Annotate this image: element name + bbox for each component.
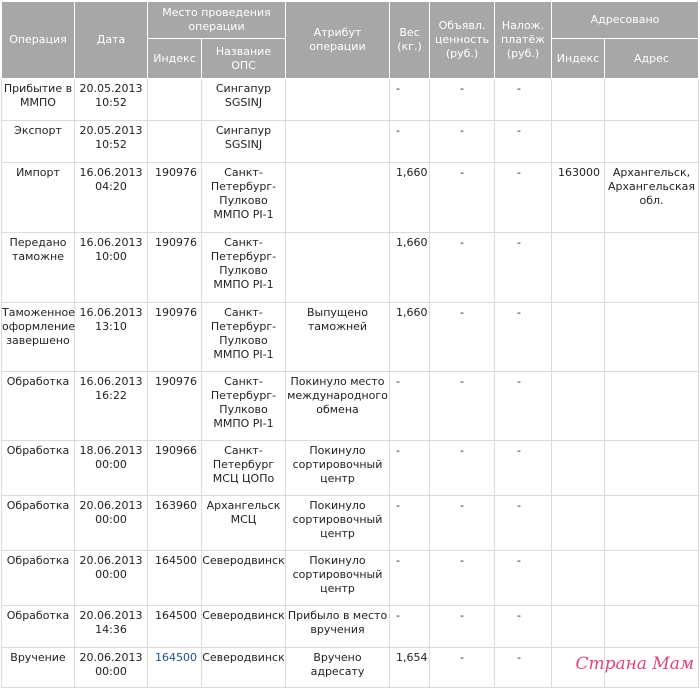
operation-cell: Импорт xyxy=(2,163,75,233)
operation-cell: Прибытие в ММПО xyxy=(2,79,75,121)
place-name-cell: Архангельск МСЦ xyxy=(202,496,286,551)
place-index-link[interactable]: 164500 xyxy=(155,651,197,664)
attribute-cell xyxy=(286,163,390,233)
cod-cell: - xyxy=(495,79,552,121)
place-index-cell: 190966 xyxy=(148,441,202,496)
date-cell: 20.05.2013 10:52 xyxy=(75,121,148,163)
place-name-cell: Санкт-Петербург-Пулково ММПО PI-1 xyxy=(202,163,286,233)
attribute-cell: Вручено адресату xyxy=(286,648,390,688)
date-cell: 20.05.2013 10:52 xyxy=(75,79,148,121)
weight-cell: 1,660 xyxy=(390,233,430,303)
col-header-weight: Вес (кг.) xyxy=(390,2,430,79)
cod-cell: - xyxy=(495,496,552,551)
attribute-cell: Покинуло сортировочный центр xyxy=(286,496,390,551)
place-index-cell xyxy=(148,79,202,121)
weight-cell: 1,654 xyxy=(390,648,430,688)
place-name-cell: Санкт-Петербург-Пулково ММПО PI-1 xyxy=(202,233,286,303)
col-header-declared-value: Объявл. ценность (руб.) xyxy=(430,2,495,79)
place-index-cell: 190976 xyxy=(148,303,202,372)
addr-index-cell xyxy=(552,648,605,688)
addr-index-cell: 163000 xyxy=(552,163,605,233)
addr-index-cell xyxy=(552,121,605,163)
operation-cell: Обработка xyxy=(2,551,75,606)
declared-value-cell: - xyxy=(430,163,495,233)
place-index-cell: 190976 xyxy=(148,372,202,441)
place-name-cell: Санкт-Петербург-Пулково ММПО PI-1 xyxy=(202,303,286,372)
address-cell xyxy=(605,648,699,688)
place-index-cell: 164500 xyxy=(148,551,202,606)
col-header-attribute: Атрибут операции xyxy=(286,2,390,79)
watermark-logo: Страна Мам xyxy=(575,654,694,674)
addr-index-cell xyxy=(552,233,605,303)
operation-cell: Обработка xyxy=(2,441,75,496)
table-row xyxy=(2,496,699,551)
weight-cell: - xyxy=(390,372,430,441)
cod-cell: - xyxy=(495,163,552,233)
table-row xyxy=(2,233,699,303)
operation-cell: Передано таможне xyxy=(2,233,75,303)
declared-value-cell: - xyxy=(430,79,495,121)
table-row xyxy=(2,441,699,496)
date-cell: 16.06.2013 04:20 xyxy=(75,163,148,233)
operation-cell: Обработка xyxy=(2,606,75,648)
place-index-cell: 190976 xyxy=(148,163,202,233)
date-cell: 20.06.2013 14:36 xyxy=(75,606,148,648)
attribute-cell xyxy=(286,79,390,121)
address-cell xyxy=(605,233,699,303)
declared-value-cell: - xyxy=(430,121,495,163)
declared-value-cell: - xyxy=(430,551,495,606)
addr-index-cell xyxy=(552,496,605,551)
place-index-cell: 164500 xyxy=(148,606,202,648)
place-name-cell: Северодвинск xyxy=(202,551,286,606)
date-cell: 16.06.2013 10:00 xyxy=(75,233,148,303)
date-cell: 20.06.2013 00:00 xyxy=(75,496,148,551)
addr-index-cell xyxy=(552,551,605,606)
addr-index-cell xyxy=(552,606,605,648)
addr-index-cell xyxy=(552,79,605,121)
cod-cell: - xyxy=(495,372,552,441)
address-cell xyxy=(605,79,699,121)
col-header-address: Адрес xyxy=(605,39,699,79)
address-cell xyxy=(605,121,699,163)
addr-index-cell xyxy=(552,441,605,496)
attribute-cell: Покинуло сортировочный центр xyxy=(286,441,390,496)
table-row xyxy=(2,303,699,372)
cod-cell: - xyxy=(495,441,552,496)
weight-cell: 1,660 xyxy=(390,163,430,233)
cod-cell: - xyxy=(495,648,552,688)
declared-value-cell: - xyxy=(430,648,495,688)
operation-cell: Обработка xyxy=(2,496,75,551)
tracking-table xyxy=(1,1,699,688)
place-name-cell: Сингапур SGSINJ xyxy=(202,79,286,121)
table-row xyxy=(2,163,699,233)
col-header-operation: Операция xyxy=(2,2,75,79)
place-index-cell xyxy=(148,121,202,163)
place-index-cell xyxy=(148,648,202,688)
address-cell xyxy=(605,606,699,648)
date-cell: 20.06.2013 00:00 xyxy=(75,551,148,606)
cod-cell: - xyxy=(495,303,552,372)
address-cell xyxy=(605,496,699,551)
attribute-cell: Выпущено таможней xyxy=(286,303,390,372)
declared-value-cell: - xyxy=(430,233,495,303)
weight-cell: - xyxy=(390,551,430,606)
col-header-addressed: Адресовано xyxy=(552,2,699,39)
declared-value-cell: - xyxy=(430,496,495,551)
col-header-place-name: Название ОПС xyxy=(202,39,286,79)
col-header-place-index: Индекс xyxy=(148,39,202,79)
cod-cell: - xyxy=(495,233,552,303)
place-index-cell: 190976 xyxy=(148,233,202,303)
table-row xyxy=(2,606,699,648)
operation-cell: Экспорт xyxy=(2,121,75,163)
cod-cell: - xyxy=(495,551,552,606)
date-cell: 20.06.2013 00:00 xyxy=(75,648,148,688)
place-name-cell: Санкт-Петербург МСЦ ЦОПо xyxy=(202,441,286,496)
weight-cell: - xyxy=(390,441,430,496)
address-cell xyxy=(605,551,699,606)
declared-value-cell: - xyxy=(430,303,495,372)
table-row xyxy=(2,121,699,163)
declared-value-cell: - xyxy=(430,441,495,496)
place-name-cell: Северодвинск xyxy=(202,606,286,648)
date-cell: 16.06.2013 13:10 xyxy=(75,303,148,372)
place-name-cell: Санкт-Петербург-Пулково ММПО PI-1 xyxy=(202,372,286,441)
attribute-cell: Покинуло сортировочный центр xyxy=(286,551,390,606)
addr-index-cell xyxy=(552,303,605,372)
table-row xyxy=(2,648,699,688)
address-cell xyxy=(605,441,699,496)
place-name-cell: Северодвинск xyxy=(202,648,286,688)
weight-cell: - xyxy=(390,79,430,121)
operation-cell: Вручение xyxy=(2,648,75,688)
addr-index-cell xyxy=(552,372,605,441)
table-row xyxy=(2,79,699,121)
cod-cell: - xyxy=(495,121,552,163)
operation-cell: Обработка xyxy=(2,372,75,441)
weight-cell: - xyxy=(390,121,430,163)
address-cell xyxy=(605,372,699,441)
address-cell: Архангельск, Архангельская обл. xyxy=(605,163,699,233)
attribute-cell: Прибыло в место вручения xyxy=(286,606,390,648)
date-cell: 16.06.2013 16:22 xyxy=(75,372,148,441)
address-cell xyxy=(605,303,699,372)
col-header-addr-index: Индекс xyxy=(552,39,605,79)
place-name-cell: Сингапур SGSINJ xyxy=(202,121,286,163)
declared-value-cell: - xyxy=(430,372,495,441)
operation-cell: Таможенное оформление завершено xyxy=(2,303,75,372)
place-index-cell: 163960 xyxy=(148,496,202,551)
col-header-place: Место проведения операции xyxy=(148,2,286,39)
weight-cell: 1,660 xyxy=(390,303,430,372)
weight-cell: - xyxy=(390,496,430,551)
attribute-cell xyxy=(286,121,390,163)
weight-cell: - xyxy=(390,606,430,648)
attribute-cell xyxy=(286,233,390,303)
table-row xyxy=(2,372,699,441)
attribute-cell: Покинуло место международного обмена xyxy=(286,372,390,441)
date-cell: 18.06.2013 00:00 xyxy=(75,441,148,496)
col-header-date: Дата xyxy=(75,2,148,79)
col-header-cod: Налож. платёж (руб.) xyxy=(495,2,552,79)
declared-value-cell: - xyxy=(430,606,495,648)
cod-cell: - xyxy=(495,606,552,648)
table-row xyxy=(2,551,699,606)
